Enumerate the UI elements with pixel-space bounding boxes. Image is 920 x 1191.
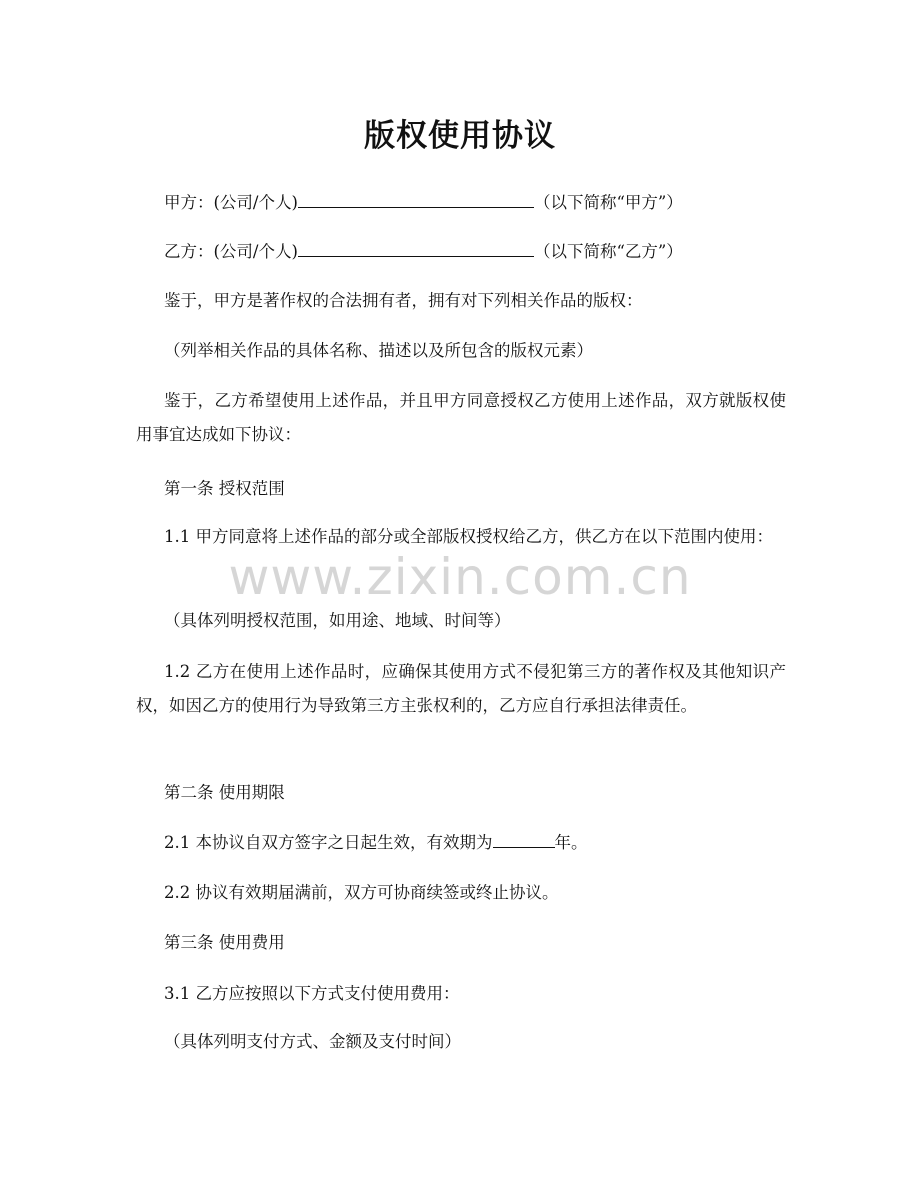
scope-placeholder: （具体列明授权范围，如用途、地域、时间等） bbox=[164, 611, 511, 630]
party-a-label: 甲方：(公司/个人) bbox=[164, 193, 298, 212]
party-a-suffix: （以下简称“甲方”） bbox=[533, 193, 683, 212]
works-placeholder: （列举相关作品的具体名称、描述以及所包含的版权元素） bbox=[164, 341, 593, 360]
article-3-heading: 第三条 使用费用 bbox=[164, 933, 285, 952]
party-b-suffix: （以下简称“乙方”） bbox=[533, 242, 683, 261]
article-2-heading: 第二条 使用期限 bbox=[164, 783, 285, 802]
party-a-blank[interactable] bbox=[298, 191, 534, 208]
clause-1-1: 1.1 甲方同意将上述作品的部分或全部版权授权给乙方，供乙方在以下范围内使用： bbox=[164, 527, 773, 546]
clause-2-1-suffix: 年。 bbox=[554, 833, 588, 852]
document-title: 版权使用协议 bbox=[364, 118, 556, 154]
clause-2-2: 2.2 协议有效期届满前，双方可协商续签或终止协议。 bbox=[164, 883, 559, 902]
clause-1-2: 1.2 乙方在使用上述作品时，应确保其使用方式不侵犯第三方的著作权及其他知识产权，如因乙方的使用行为导致第三方主张权利的，乙方应自行承担法律责任。 bbox=[136, 662, 786, 715]
clause-2-1-prefix: 2.1 本协议自双方签字之日起生效，有效期为 bbox=[164, 833, 493, 852]
watermark: www.zixin.com.cn bbox=[228, 548, 692, 606]
party-b-line bbox=[164, 240, 683, 263]
party-a-line bbox=[164, 191, 683, 214]
clause-2-1 bbox=[164, 831, 588, 854]
party-b-label: 乙方：(公司/个人) bbox=[164, 242, 298, 261]
article-1-heading: 第一条 授权范围 bbox=[164, 479, 285, 498]
party-b-blank[interactable] bbox=[298, 240, 534, 257]
payment-placeholder: （具体列明支付方式、金额及支付时间） bbox=[164, 1032, 461, 1051]
term-years-blank[interactable] bbox=[493, 831, 555, 848]
whereas-2: 鉴于，乙方希望使用上述作品，并且甲方同意授权乙方使用上述作品，双方就版权使用事宜达成如下协议： bbox=[136, 391, 786, 444]
whereas-1: 鉴于，甲方是著作权的合法拥有者，拥有对下列相关作品的版权： bbox=[164, 291, 643, 310]
clause-3-1: 3.1 乙方应按照以下方式支付使用费用： bbox=[164, 984, 460, 1003]
